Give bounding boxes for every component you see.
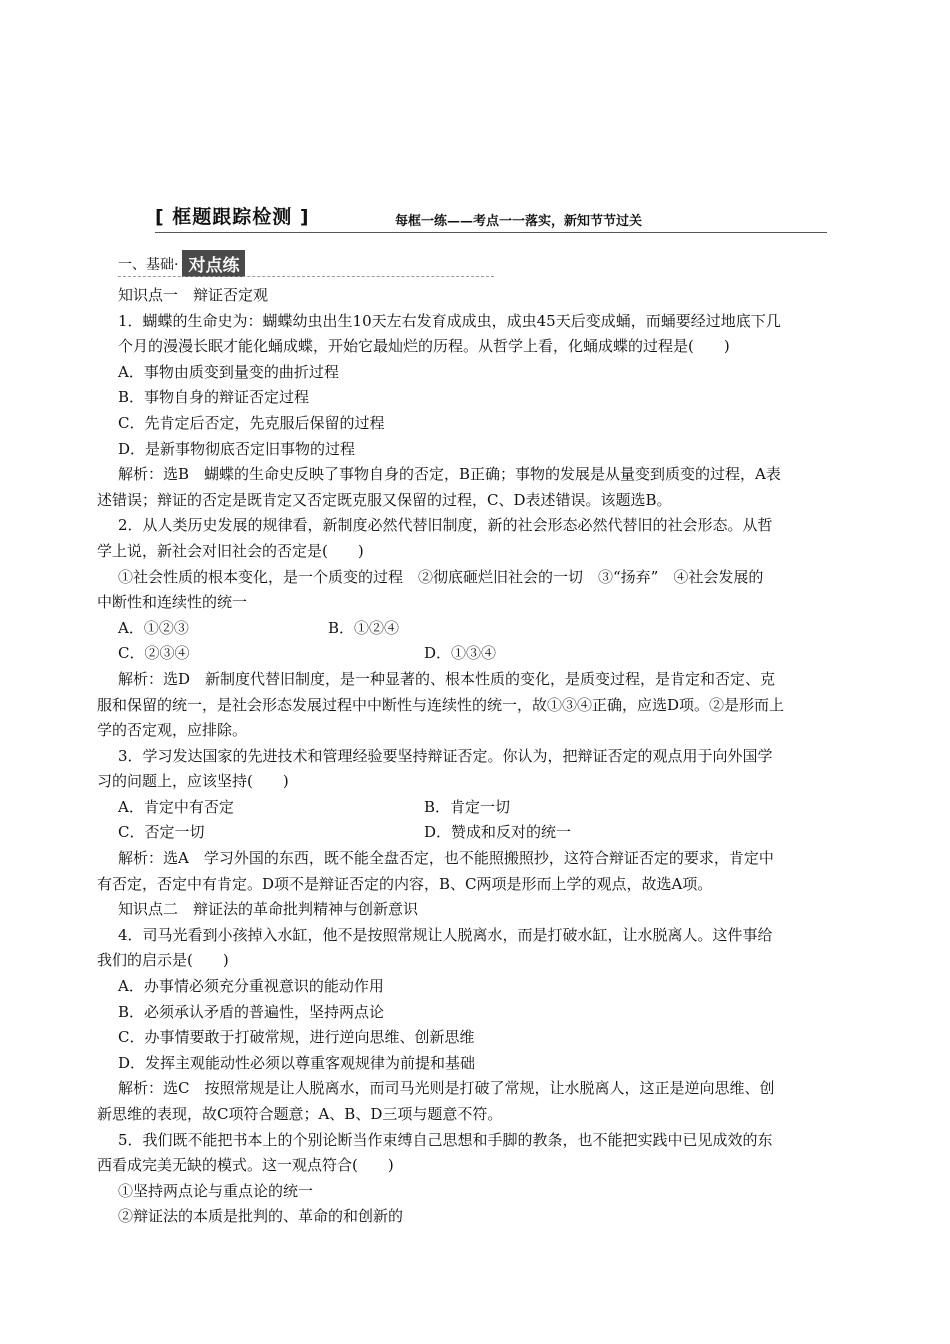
question-4-line: 4．司马光看到小孩掉入水缸，他不是按照常规让人脱离水，而是打破水缸，让水脱离人。这件事给 [118,925,773,944]
option-d: D．赞成和反对的统一 [424,823,572,842]
question-1-line: 1．蝴蝶的生命史为：蝴蝶幼虫出生10天左右发育成成虫，成虫45天后变成蛹，而蛹要经过地底下几 [118,311,781,330]
option-b: B．肯定一切 [424,797,511,816]
option-d: D．是新事物彻底否定旧事物的过程 [118,439,356,458]
option-row [118,641,864,667]
answer-3-line: 有否定，否定中有肯定。D项不是辩证否定的内容，B、C两项是形而上学的观点，故选A项。 [97,874,713,893]
answer-3-line: 解析：选A 学习外国的东西，既不能全盘否定，也不能照搬照抄，这符合辩证否定的要求，肯定中 [118,849,774,868]
option-b: B．①②④ [328,618,400,637]
option-c: C．先肯定后否定，先克服后保留的过程 [118,413,385,432]
answer-2-line: 学的否定观，应排除。 [97,721,248,740]
option-c: C．办事情要敢于打破常规，进行逆向思维、创新思维 [118,1028,475,1047]
section-prefix: 一、基础· [118,256,179,273]
option-b: B．必须承认矛盾的普遍性，坚持两点论 [118,1002,385,1021]
option-d: D．①③④ [424,644,497,663]
question-1-line: 个月的漫漫长眠才能化蛹成蝶，开始它最灿烂的历程。从哲学上看，化蛹成蝶的过程是( ) [118,337,730,356]
page-header [155,206,827,233]
question-2-line: ①社会性质的根本变化，是一个质变的过程 ②彻底砸烂旧社会的一切 ③“扬弃” ④社会发展的 [118,567,764,586]
question-5-line: 西看成完美无缺的模式。这一观点符合( ) [97,1156,394,1175]
answer-4-line: 解析：选C 按照常规是让人脱离水，而司马光则是打破了常规，让水脱离人，这正是逆向思维、创 [118,1079,775,1098]
answer-2-line: 服和保留的统一，是社会形态发展过程中中断性与连续性的统一，故①③④正确，应选D项。②是形而上 [97,695,785,714]
option-b: B．事物自身的辩证否定过程 [118,388,310,407]
answer-1-line: 述错误；辩证的否定是既肯定又否定既克服又保留的过程，C、D表述错误。该题选B。 [97,490,672,509]
option-c: C．否定一切 [118,823,205,842]
option-row [118,616,864,642]
knowledge-point-1: 知识点一 辩证否定观 [118,286,269,304]
option-row [118,820,864,846]
section-tag: 对点练 [182,250,245,277]
header-title: [ 框题跟踪检测 ] [155,206,310,228]
document-body [97,283,864,1230]
question-2-line: 2．从人类历史发展的规律看，新制度必然代替旧制度，新的社会形态必然代替旧的社会形态。从哲 [118,516,773,535]
question-4-line: 我们的启示是( ) [97,951,229,970]
option-row [118,795,864,821]
option-a: A．①②③ [118,618,189,637]
answer-2-line: 解析：选D 新制度代替旧制度，是一种显著的、根本性质的变化，是质变过程，是肯定和否定、克 [118,669,776,688]
option-a: A．肯定中有否定 [118,797,234,816]
knowledge-point-2: 知识点二 辩证法的革命批判精神与创新意识 [118,900,419,919]
dashed-divider [118,276,494,277]
answer-4-line: 新思维的表现，故C项符合题意；A、B、D三项与题意不符。 [97,1105,503,1123]
option-c: C．②③④ [118,644,190,663]
option-d: D．发挥主观能动性必须以尊重客观规律为前提和基础 [118,1053,476,1072]
question-3-line: 3．学习发达国家的先进技术和管理经验要坚持辩证否定。你认为，把辩证否定的观点用于向外国学 [118,746,773,765]
header-slogan: 每框一练——考点一一落实，新知节节过关 [395,214,643,229]
option-a: A．办事情必须充分重视意识的能动作用 [118,977,384,996]
statement-1: ①坚持两点论与重点论的统一 [118,1181,314,1200]
question-5-line: 5．我们既不能把书本上的个别论断当作束缚自己思想和手脚的教条，也不能把实践中已见成效的东 [118,1130,773,1149]
question-3-line: 习的问题上，应该坚持( ) [97,772,289,791]
statement-2: ②辩证法的本质是批判的、革命的和创新的 [118,1207,404,1226]
question-2-line: 学上说，新社会对旧社会的否定是( ) [97,541,364,560]
question-2-line: 中断性和连续性的统一 [97,593,248,612]
answer-1-line: 解析：选B 蝴蝶的生命史反映了事物自身的否定，B正确；事物的发展是从量变到质变的过程，A表 [118,465,781,484]
section-heading [118,250,245,276]
option-a: A．事物由质变到量变的曲折过程 [118,362,339,381]
